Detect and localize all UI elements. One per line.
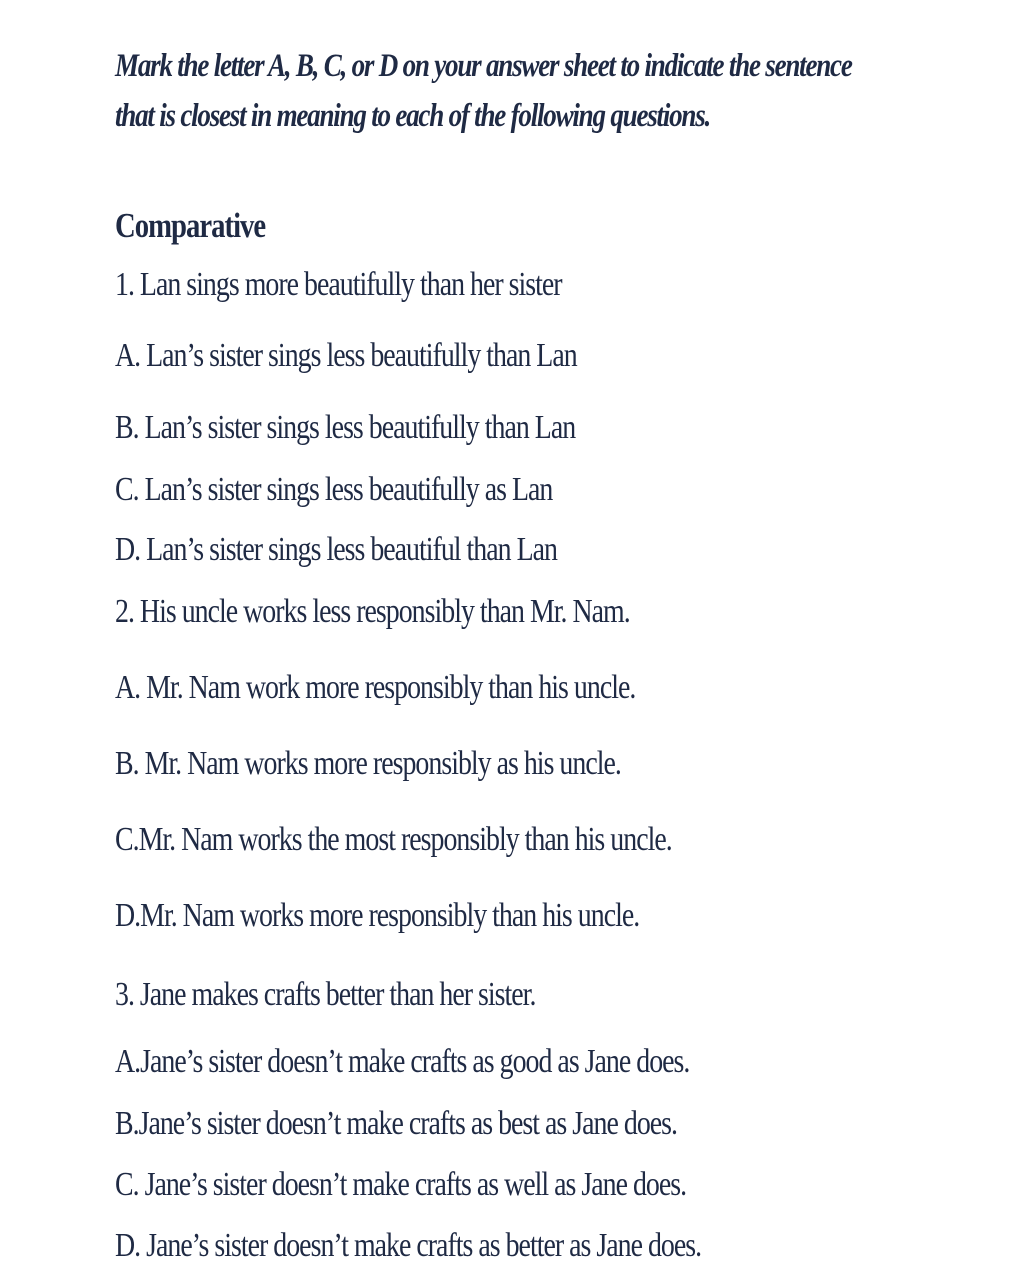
question-3-option-a: A.Jane’s sister doesn’t make crafts as good as Jane does. [115, 1043, 690, 1080]
question-1-option-b: B. Lan’s sister sings less beautifully than Lan [115, 409, 576, 446]
question-1-prompt: 1. Lan sings more beautifully than her sister [115, 266, 562, 303]
question-2-option-b: B. Mr. Nam works more responsibly as his uncle. [115, 745, 621, 782]
question-1-option-c: C. Lan’s sister sings less beautifully as Lan [115, 471, 553, 508]
question-1-option-a: A. Lan’s sister sings less beautifully than Lan [115, 337, 577, 374]
question-3-option-b: B.Jane’s sister doesn’t make crafts as best as Jane does. [115, 1105, 678, 1142]
question-3-option-c: C. Jane’s sister doesn’t make crafts as well as Jane does. [115, 1166, 687, 1203]
section-title: Comparative [115, 206, 266, 245]
question-1-option-d: D. Lan’s sister sings less beautiful than Lan [115, 531, 557, 568]
question-2-option-d: D.Mr. Nam works more responsibly than his uncle. [115, 897, 640, 934]
question-2-prompt: 2. His uncle works less responsibly than Mr. Nam. [115, 593, 630, 630]
question-2-option-c: C.Mr. Nam works the most responsibly than his uncle. [115, 821, 672, 858]
question-2-option-a: A. Mr. Nam work more responsibly than his uncle. [115, 669, 636, 706]
instruction-line-1: Mark the letter A, B, C, or D on your answer sheet to indicate the sentence [115, 48, 852, 84]
instruction-line-2: that is closest in meaning to each of the following questions. [115, 98, 711, 134]
question-3-option-d: D. Jane’s sister doesn’t make crafts as better as Jane does. [115, 1227, 702, 1264]
question-3-prompt: 3. Jane makes crafts better than her sister. [115, 976, 536, 1013]
